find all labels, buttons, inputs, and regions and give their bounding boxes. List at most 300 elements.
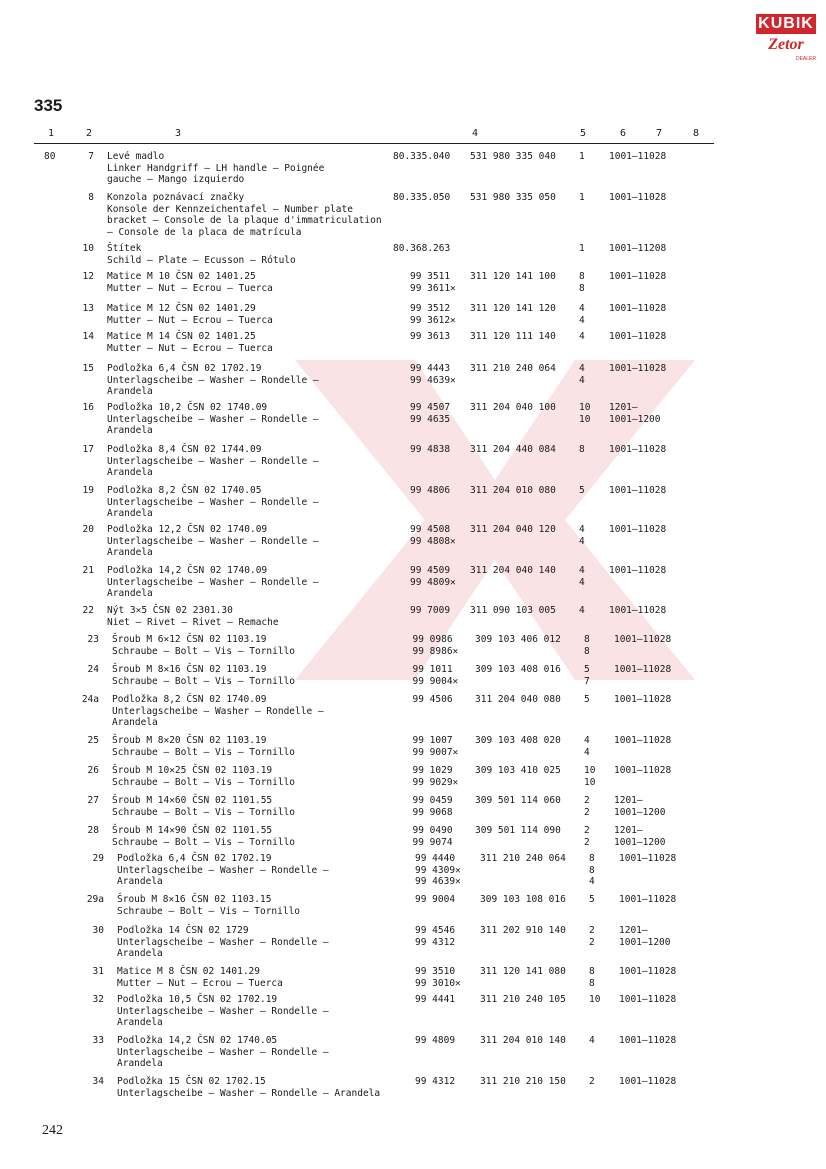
standard-number: 99 1011 [412, 664, 453, 675]
cell-catalog-number [470, 151, 556, 163]
quantity: 4 [589, 1035, 595, 1046]
standard-number: 99 4809 [415, 1035, 456, 1046]
cell-serial-range [609, 524, 666, 536]
cell-description: Podložka 6,4 ČSN 02 1702.19 Unterlagscheibe — Washer — Rondelle — Arandela [117, 853, 329, 887]
cell-position: 31 [92, 966, 104, 977]
standard-number: 99 3512 [410, 303, 451, 314]
quantity: 8 [584, 634, 590, 645]
serial-range: 1001—11028 [619, 994, 677, 1005]
cell-standard-numbers [410, 303, 456, 326]
cell-quantity [584, 735, 590, 758]
cell-position: 26 [87, 765, 99, 776]
standard-number: 99 4546 [415, 925, 456, 936]
cell-quantity [579, 402, 590, 425]
quantity: 1 [579, 243, 585, 254]
cell-quantity [584, 694, 590, 706]
serial-range: 1001—1200 [609, 413, 661, 425]
serial-range: 1001—11028 [609, 151, 667, 162]
standard-number: 99 4441 [415, 994, 456, 1005]
serial-range: 1001—11028 [619, 966, 677, 977]
quantity: 2 [584, 795, 590, 806]
cell-position: 30 [92, 925, 104, 936]
standard-number: 99 4809✕ [410, 576, 456, 588]
cell-description: Podložka 8,4 ČSN 02 1744.09 Unterlagscheibe — Washer — Rondelle — Arandela [107, 444, 319, 478]
quantity: 4 [579, 303, 585, 314]
cell-description: Nýt 3✕5 ČSN 02 2301.30 Niet — Rivet — Rivet — Remache [107, 605, 279, 628]
quantity: 2 [589, 936, 595, 948]
cell-serial-range [614, 765, 671, 777]
catalog-number: 311 204 040 140 [470, 565, 556, 576]
cell-quantity [589, 994, 600, 1006]
standard-number: 99 9004✕ [412, 675, 459, 687]
standard-number: 99 3612✕ [410, 314, 456, 326]
cell-part-code: 80.368.263 [393, 243, 451, 254]
cell-catalog-number [470, 402, 556, 414]
standard-number: 99 4806 [410, 485, 451, 496]
cell-catalog-number [475, 735, 561, 747]
cell-catalog-number [480, 1035, 566, 1047]
quantity: 4 [579, 524, 585, 535]
standard-number: 99 1007 [412, 735, 453, 746]
cell-catalog-number [470, 192, 556, 204]
cell-serial-range [619, 853, 676, 865]
catalog-number: 311 210 240 064 [480, 853, 566, 864]
cell-catalog-number [470, 485, 556, 497]
catalog-number: 309 103 406 012 [475, 634, 561, 645]
cell-description: Podložka 10,5 ČSN 02 1702.19 Unterlagscheibe — Washer — Rondelle — Arandela [117, 994, 329, 1028]
quantity: 4 [589, 876, 595, 887]
cell-position: 19 [82, 485, 94, 496]
catalog-number: 311 210 210 150 [480, 1076, 566, 1087]
cell-standard-numbers [413, 694, 453, 706]
serial-range: 1001—11028 [609, 565, 667, 576]
cell-serial-range [614, 634, 671, 646]
cell-description: Podložka 14,2 ČSN 02 1740.09 Unterlagscheibe — Washer — Rondelle — Arandela [107, 565, 319, 599]
cell-quantity [589, 853, 595, 888]
cell-quantity [584, 825, 590, 848]
cell-serial-range [614, 825, 665, 848]
catalog-number: 309 501 114 060 [475, 795, 561, 806]
catalog-number: 309 103 410 025 [475, 765, 561, 776]
cell-quantity [579, 192, 585, 204]
column-header: 1 [48, 128, 55, 139]
catalog-number: 311 204 040 080 [475, 694, 561, 705]
cell-standard-numbers [415, 994, 455, 1006]
standard-number: 99 4508 [410, 524, 451, 535]
standard-number: 99 4838 [410, 444, 451, 455]
cell-quantity [579, 331, 585, 343]
quantity: 5 [579, 485, 585, 496]
cell-quantity [579, 363, 585, 386]
cell-position: 27 [87, 795, 99, 806]
standard-number: 99 3511 [410, 271, 451, 282]
cell-catalog-number [480, 853, 566, 865]
catalog-number: 309 103 108 016 [480, 894, 566, 905]
quantity: 8 [589, 853, 595, 864]
cell-description: Šroub M 14✕60 ČSN 02 1101.55 Schraube — Bolt — Vis — Tornillo [112, 795, 296, 818]
cell-standard-numbers [410, 444, 450, 456]
standard-number: 99 7009 [410, 605, 451, 616]
cell-position: 15 [82, 363, 94, 374]
quantity: 5 [589, 894, 595, 905]
cell-description: Podložka 15 ČSN 02 1702.15 Unterlagscheibe — Washer — Rondelle — Arandela [117, 1076, 381, 1099]
quantity: 8 [589, 966, 595, 977]
column-header: 8 [693, 128, 700, 139]
cell-serial-range [614, 694, 671, 706]
cell-quantity [579, 243, 585, 255]
cell-description: Podložka 12,2 ČSN 02 1740.09 Unterlagscheibe — Washer — Rondelle — Arandela [107, 524, 319, 558]
cell-serial-range [609, 565, 666, 577]
cell-position: 12 [82, 271, 94, 282]
cell-catalog-number [480, 925, 566, 937]
cell-serial-range [609, 444, 666, 456]
serial-range: 1001—1200 [614, 806, 666, 818]
cell-standard-numbers [410, 331, 450, 343]
header-rule [34, 143, 714, 144]
cell-serial-range [609, 402, 660, 425]
cell-description: Matice M 8 ČSN 02 1401.29 Mutter — Nut — Ecrou — Tuerca [117, 966, 283, 989]
standard-number: 99 4639✕ [415, 876, 461, 887]
cell-description: Konzola poznávací značky Konsole der Kennzeichentafel — Number plate bracket — Console de la plaque d'immatriculation — Console de la placa de matrícula [107, 192, 382, 238]
standard-number: 99 1029 [412, 765, 453, 776]
cell-position: 23 [87, 634, 99, 645]
cell-standard-numbers [413, 825, 453, 848]
catalog-number: 311 090 103 005 [470, 605, 556, 616]
cell-catalog-number [470, 363, 556, 375]
serial-range: 1201— [619, 925, 648, 936]
cell-standard-numbers [415, 853, 461, 888]
cell-quantity [579, 151, 585, 163]
quantity: 2 [584, 836, 590, 848]
cell-catalog-number [475, 664, 561, 676]
cell-catalog-number [475, 765, 561, 777]
quantity: 7 [584, 675, 590, 687]
quantity: 2 [589, 925, 595, 936]
cell-position: 33 [92, 1035, 104, 1046]
column-header: 4 [472, 128, 479, 139]
quantity: 4 [579, 374, 585, 386]
cell-serial-range [614, 664, 671, 676]
standard-number: 99 0986 [412, 634, 453, 645]
cell-position: 13 [82, 303, 94, 314]
serial-range: 1001—11028 [609, 303, 667, 314]
cell-description: Podložka 6,4 ČSN 02 1702.19 Unterlagscheibe — Washer — Rondelle — Arandela [107, 363, 319, 397]
cell-serial-range [609, 271, 666, 283]
quantity: 4 [579, 565, 585, 576]
cell-catalog-number [480, 894, 566, 906]
cell-description: Podložka 14 ČSN 02 1729 Unterlagscheibe — Washer — Rondelle — Arandela [117, 925, 329, 959]
serial-range: 1001—11028 [614, 765, 672, 776]
quantity: 5 [584, 664, 590, 675]
serial-range: 1001—11028 [614, 634, 672, 645]
cell-description: Matice M 12 ČSN 02 1401.29 Mutter — Nut — Ecrou — Tuerca [107, 303, 273, 326]
cell-catalog-number [480, 966, 566, 978]
serial-range: 1001—11208 [609, 243, 667, 254]
quantity: 8 [579, 282, 585, 294]
cell-standard-numbers [415, 925, 455, 948]
cell-quantity [579, 524, 585, 547]
quantity: 10 [584, 765, 596, 776]
standard-number: 99 9004 [415, 894, 456, 905]
standard-number: 99 9029✕ [412, 776, 459, 788]
cell-description: Šroub M 10✕25 ČSN 02 1103.19 Schraube — Bolt — Vis — Tornillo [112, 765, 296, 788]
cell-description: Podložka 8,2 ČSN 02 1740.09 Unterlagscheibe — Washer — Rondelle — Arandela [112, 694, 324, 728]
cell-catalog-number [470, 331, 556, 343]
cell-position: 21 [82, 565, 94, 576]
cell-position: 29 [92, 853, 104, 864]
cell-quantity [589, 1076, 595, 1088]
cell-position: 17 [82, 444, 94, 455]
cell-group: 80 [44, 151, 56, 162]
cell-quantity [579, 303, 585, 326]
catalog-number: 311 204 040 100 [470, 402, 556, 413]
standard-number: 99 9007✕ [412, 746, 459, 758]
cell-standard-numbers [410, 605, 450, 617]
cell-serial-range [609, 331, 666, 343]
quantity: 2 [589, 1076, 595, 1087]
cell-catalog-number [475, 795, 561, 807]
cell-catalog-number [480, 1076, 566, 1088]
serial-range: 1001—11028 [609, 363, 667, 374]
catalog-number: 311 120 111 140 [470, 331, 556, 342]
standard-number: 99 0459 [412, 795, 453, 806]
catalog-number: 311 120 141 080 [480, 966, 566, 977]
standard-number: 99 4639✕ [410, 374, 456, 386]
standard-number: 99 4312 [415, 936, 456, 948]
standard-number: 99 4312 [415, 1076, 456, 1087]
standard-number: 99 9074 [412, 836, 453, 848]
cell-standard-numbers [410, 363, 456, 386]
cell-description: Matice M 10 ČSN 02 1401.25 Mutter — Nut — Ecrou — Tuerca [107, 271, 273, 294]
quantity: 2 [584, 806, 590, 818]
cell-standard-numbers [410, 402, 450, 425]
cell-catalog-number [470, 565, 556, 577]
cell-quantity [584, 765, 595, 788]
cell-catalog-number [470, 524, 556, 536]
cell-standard-numbers [413, 664, 459, 687]
quantity: 2 [584, 825, 590, 836]
cell-serial-range [609, 363, 666, 375]
quantity: 4 [584, 735, 590, 746]
catalog-number: 311 202 910 140 [480, 925, 566, 936]
serial-range: 1001—11028 [619, 894, 677, 905]
cell-serial-range [609, 605, 666, 617]
cell-standard-numbers [413, 735, 459, 758]
cell-quantity [589, 966, 595, 989]
serial-range: 1001—11028 [619, 853, 677, 864]
standard-number: 99 4440 [415, 853, 456, 864]
cell-position: 24 [87, 664, 99, 675]
quantity: 1 [579, 192, 585, 203]
cell-serial-range [619, 994, 676, 1006]
cell-standard-numbers [415, 1076, 455, 1088]
cell-serial-range [609, 151, 666, 163]
quantity: 10 [579, 413, 591, 425]
cell-standard-numbers [410, 524, 456, 547]
page-number: 335 [34, 96, 63, 115]
serial-range: 1001—11028 [609, 271, 667, 282]
standard-number: 99 3611✕ [410, 282, 456, 294]
quantity: 8 [579, 271, 585, 282]
column-header: 2 [86, 128, 93, 139]
cell-position: 20 [82, 524, 94, 535]
cell-quantity [589, 1035, 595, 1047]
serial-range: 1001—11028 [609, 524, 667, 535]
standard-number: 99 0490 [412, 825, 453, 836]
cell-catalog-number [475, 825, 561, 837]
cell-serial-range [619, 1076, 676, 1088]
catalog-number: 311 210 240 064 [470, 363, 556, 374]
cell-part-code: 80.335.050 [393, 192, 451, 203]
cell-catalog-number [470, 271, 556, 283]
cell-serial-range [609, 303, 666, 315]
cell-standard-numbers [415, 1035, 455, 1047]
quantity: 8 [579, 444, 585, 455]
cell-description: Šroub M 6✕12 ČSN 02 1103.19 Schraube — Bolt — Vis — Tornillo [112, 634, 296, 657]
serial-range: 1001—1200 [614, 836, 666, 848]
cell-catalog-number [480, 994, 566, 1006]
serial-range: 1201— [614, 795, 643, 806]
cell-serial-range [619, 966, 676, 978]
cell-catalog-number [475, 634, 561, 646]
cell-standard-numbers [410, 271, 456, 294]
cell-standard-numbers [410, 485, 450, 497]
cell-serial-range [614, 735, 671, 747]
serial-range: 1001—11028 [609, 444, 667, 455]
serial-range: 1001—11028 [609, 192, 667, 203]
catalog-number: 311 204 010 080 [470, 485, 556, 496]
catalog-number: 309 103 408 016 [475, 664, 561, 675]
cell-standard-numbers [415, 966, 461, 989]
quantity: 8 [584, 645, 590, 657]
serial-range: 1001—1200 [619, 936, 671, 948]
catalog-number: 311 204 440 084 [470, 444, 556, 455]
quantity: 10 [589, 994, 601, 1005]
cell-serial-range [619, 894, 676, 906]
cell-serial-range [619, 925, 670, 948]
cell-quantity [584, 664, 590, 687]
cell-description: Šroub M 8✕20 ČSN 02 1103.19 Schraube — Bolt — Vis — Tornillo [112, 735, 296, 758]
standard-number: 99 4509 [410, 565, 451, 576]
standard-number: 99 4808✕ [410, 535, 456, 547]
cell-description: Štítek Schild — Plate — Ecusson — Rótulo [107, 243, 296, 266]
cell-position: 28 [87, 825, 99, 836]
footer-page-number: 242 [42, 1123, 63, 1138]
cell-position: 10 [82, 243, 94, 254]
cell-quantity [589, 925, 595, 948]
cell-position: 14 [82, 331, 94, 342]
serial-range: 1001—11028 [609, 605, 667, 616]
logo-zetor: Zetor [768, 36, 804, 53]
quantity: 8 [589, 977, 595, 989]
quantity: 5 [584, 694, 590, 705]
cell-serial-range [619, 1035, 676, 1047]
cell-quantity [584, 634, 590, 657]
cell-description: Matice M 14 ČSN 02 1401.25 Mutter — Nut — Ecrou — Tuerca [107, 331, 273, 354]
serial-range: 1001—11028 [614, 664, 672, 675]
column-header: 5 [580, 128, 587, 139]
quantity: 4 [579, 314, 585, 326]
catalog-number: 311 210 240 105 [480, 994, 566, 1005]
serial-range: 1001—11028 [619, 1076, 677, 1087]
catalog-number: 311 120 141 120 [470, 303, 556, 314]
catalog-number: 309 501 114 090 [475, 825, 561, 836]
quantity: 4 [579, 576, 585, 588]
standard-number: 99 3613 [410, 331, 451, 342]
serial-range: 1001—11028 [614, 694, 672, 705]
cell-catalog-number [470, 605, 556, 617]
watermark-logo-graphic [275, 340, 715, 700]
cell-position: 34 [92, 1076, 104, 1087]
catalog-number: 311 120 141 100 [470, 271, 556, 282]
cell-serial-range [609, 192, 666, 204]
serial-range: 1001—11028 [619, 1035, 677, 1046]
cell-description: Šroub M 8✕16 ČSN 02 1103.15 Schraube — Bolt — Vis — Tornillo [117, 894, 301, 917]
cell-serial-range [614, 795, 665, 818]
cell-description: Podložka 14,2 ČSN 02 1740.05 Unterlagscheibe — Washer — Rondelle — Arandela [117, 1035, 329, 1069]
cell-position: 32 [92, 994, 104, 1005]
standard-number: 99 8986✕ [412, 645, 459, 657]
serial-range: 1201— [614, 825, 643, 836]
quantity: 4 [579, 331, 585, 342]
cell-position: 22 [82, 605, 94, 616]
standard-number: 99 3010✕ [415, 977, 461, 989]
catalog-number: 309 103 408 020 [475, 735, 561, 746]
cell-description: Podložka 10,2 ČSN 02 1740.09 Unterlagscheibe — Washer — Rondelle — Arandela [107, 402, 319, 436]
standard-number: 99 4443 [410, 363, 451, 374]
cell-position: 8 [88, 192, 94, 203]
cell-standard-numbers [413, 795, 453, 818]
catalog-number: 531 980 335 040 [470, 151, 556, 162]
cell-quantity [579, 444, 585, 456]
cell-quantity [579, 565, 585, 588]
quantity: 4 [579, 535, 585, 547]
standard-number: 99 4309✕ [415, 864, 461, 876]
catalog-number: 311 204 010 140 [480, 1035, 566, 1046]
cell-position: 24a [81, 694, 99, 705]
cell-description: Levé madlo Linker Handgriff — LH handle — Poignée gauche — Mango izquierdo [107, 151, 325, 185]
column-header: 6 [620, 128, 627, 139]
quantity: 8 [589, 864, 595, 876]
serial-range: 1001—11028 [609, 331, 667, 342]
cell-standard-numbers [413, 634, 459, 657]
cell-quantity [579, 485, 585, 497]
standard-number: 99 9068 [412, 806, 453, 818]
standard-number: 99 4507 [410, 402, 451, 413]
quantity: 4 [584, 746, 590, 758]
quantity: 4 [579, 363, 585, 374]
cell-description: Šroub M 14✕90 ČSN 02 1101.55 Schraube — Bolt — Vis — Tornillo [112, 825, 296, 848]
cell-serial-range [609, 243, 666, 255]
cell-position: 29a [86, 894, 104, 905]
serial-range: 1001—11028 [614, 735, 672, 746]
cell-serial-range [609, 485, 666, 497]
cell-standard-numbers [415, 894, 455, 906]
column-header: 3 [175, 128, 182, 139]
cell-position: 16 [82, 402, 94, 413]
cell-quantity [579, 271, 585, 294]
quantity: 4 [579, 605, 585, 616]
catalog-number: 311 204 040 120 [470, 524, 556, 535]
standard-number: 99 4635 [410, 413, 451, 425]
serial-range: 1201— [609, 402, 638, 413]
cell-position: 25 [87, 735, 99, 746]
catalog-number: 531 980 335 050 [470, 192, 556, 203]
cell-part-code: 80.335.040 [393, 151, 451, 162]
cell-description: Podložka 8,2 ČSN 02 1740.05 Unterlagscheibe — Washer — Rondelle — Arandela [107, 485, 319, 519]
logo-kubik: KUBIK [756, 14, 816, 34]
quantity: 10 [579, 402, 591, 413]
